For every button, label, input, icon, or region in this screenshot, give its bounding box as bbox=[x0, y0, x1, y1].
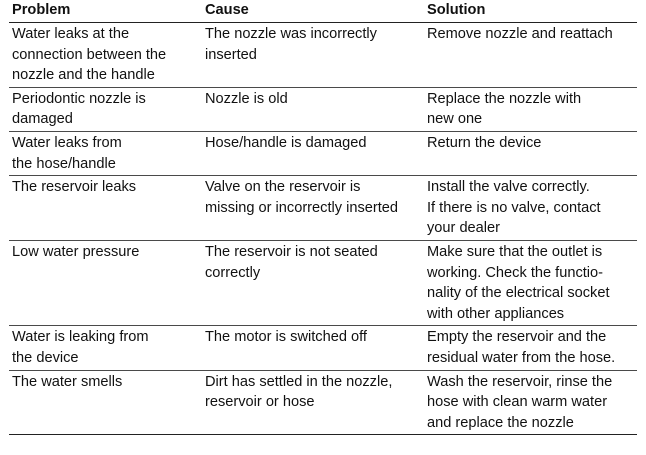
header-problem: Problem bbox=[9, 0, 202, 23]
problem-text-line: Periodontic nozzle is bbox=[12, 90, 146, 107]
solution-text-line: Install the valve correctly. bbox=[427, 179, 590, 196]
solution-text-line: Empty the reservoir and the bbox=[427, 329, 607, 346]
problem-text-line: Water is leaking from bbox=[12, 329, 149, 346]
solution-text-line: with other appliances bbox=[427, 305, 565, 322]
solution-text-line: Return the device bbox=[427, 134, 542, 151]
cause-cell bbox=[202, 23, 424, 88]
solution-text-line: Remove nozzle and reattach bbox=[427, 26, 613, 42]
solution-cell bbox=[424, 370, 637, 435]
problem-text-line: The reservoir leaks bbox=[12, 179, 137, 196]
cause-text-line: The nozzle was incorrectly bbox=[205, 26, 377, 42]
problem-text-line: Low water pressure bbox=[12, 243, 140, 260]
header-solution: Solution bbox=[424, 0, 637, 23]
cause-text-line: inserted bbox=[205, 46, 257, 63]
problem-text-line: The water smells bbox=[12, 373, 123, 390]
solution-cell bbox=[424, 23, 637, 88]
solution-cell bbox=[424, 240, 637, 325]
cause-cell bbox=[202, 87, 424, 131]
problem-cell bbox=[9, 326, 202, 370]
table-row bbox=[9, 326, 637, 370]
solution-text-line: Make sure that the outlet is bbox=[427, 243, 603, 260]
cause-text-line: Dirt has settled in the nozzle, bbox=[205, 373, 393, 390]
problem-cell bbox=[9, 370, 202, 435]
table-row bbox=[9, 176, 637, 241]
problem-cell bbox=[9, 131, 202, 175]
cause-cell bbox=[202, 131, 424, 175]
solution-cell bbox=[424, 326, 637, 370]
solution-text-line: working. Check the functio- bbox=[427, 264, 604, 281]
cause-text-line: reservoir or hose bbox=[205, 394, 315, 411]
table-row bbox=[9, 370, 637, 435]
problem-text-line: the device bbox=[12, 349, 79, 366]
solution-text-line: new one bbox=[427, 111, 483, 128]
solution-cell bbox=[424, 87, 637, 131]
cause-text-line: missing or incorrectly inserted bbox=[205, 199, 399, 216]
problem-cell bbox=[9, 176, 202, 241]
solution-text-line: If there is no valve, contact bbox=[427, 199, 601, 216]
table-row bbox=[9, 240, 637, 325]
solution-text-line: Replace the nozzle with bbox=[427, 90, 582, 107]
cause-cell bbox=[202, 176, 424, 241]
problem-text-line: connection between the bbox=[12, 46, 167, 63]
problem-cell bbox=[9, 23, 202, 88]
problem-text-line: the hose/handle bbox=[12, 155, 116, 172]
cause-text-line: Hose/handle is damaged bbox=[205, 134, 367, 151]
header-cause: Cause bbox=[202, 0, 424, 23]
problem-text-line: nozzle and the handle bbox=[12, 67, 155, 84]
solution-cell bbox=[424, 131, 637, 175]
troubleshooting-table bbox=[9, 0, 637, 435]
table-row bbox=[9, 131, 637, 175]
problem-cell bbox=[9, 87, 202, 131]
solution-text-line: your dealer bbox=[427, 220, 501, 237]
problem-text-line: damaged bbox=[12, 111, 73, 128]
problem-cell bbox=[9, 240, 202, 325]
cause-text-line: correctly bbox=[205, 264, 261, 281]
solution-cell bbox=[424, 176, 637, 241]
cause-cell bbox=[202, 370, 424, 435]
cause-text-line: The motor is switched off bbox=[205, 329, 367, 346]
table-header-row bbox=[9, 0, 637, 23]
cause-text-line: Valve on the reservoir is bbox=[205, 179, 361, 196]
solution-text-line: and replace the nozzle bbox=[427, 414, 574, 431]
solution-text-line: residual water from the hose. bbox=[427, 349, 616, 366]
problem-text-line: Water leaks at the bbox=[12, 26, 130, 42]
cause-text-line: The reservoir is not seated bbox=[205, 243, 378, 260]
table-row bbox=[9, 23, 637, 88]
solution-text-line: nality of the electrical socket bbox=[427, 285, 610, 302]
cause-cell bbox=[202, 240, 424, 325]
cause-text-line: Nozzle is old bbox=[205, 90, 288, 107]
solution-text-line: hose with clean warm water bbox=[427, 394, 608, 411]
solution-text-line: Wash the reservoir, rinse the bbox=[427, 373, 613, 390]
table-row bbox=[9, 87, 637, 131]
cause-cell bbox=[202, 326, 424, 370]
problem-text-line: Water leaks from bbox=[12, 134, 122, 151]
